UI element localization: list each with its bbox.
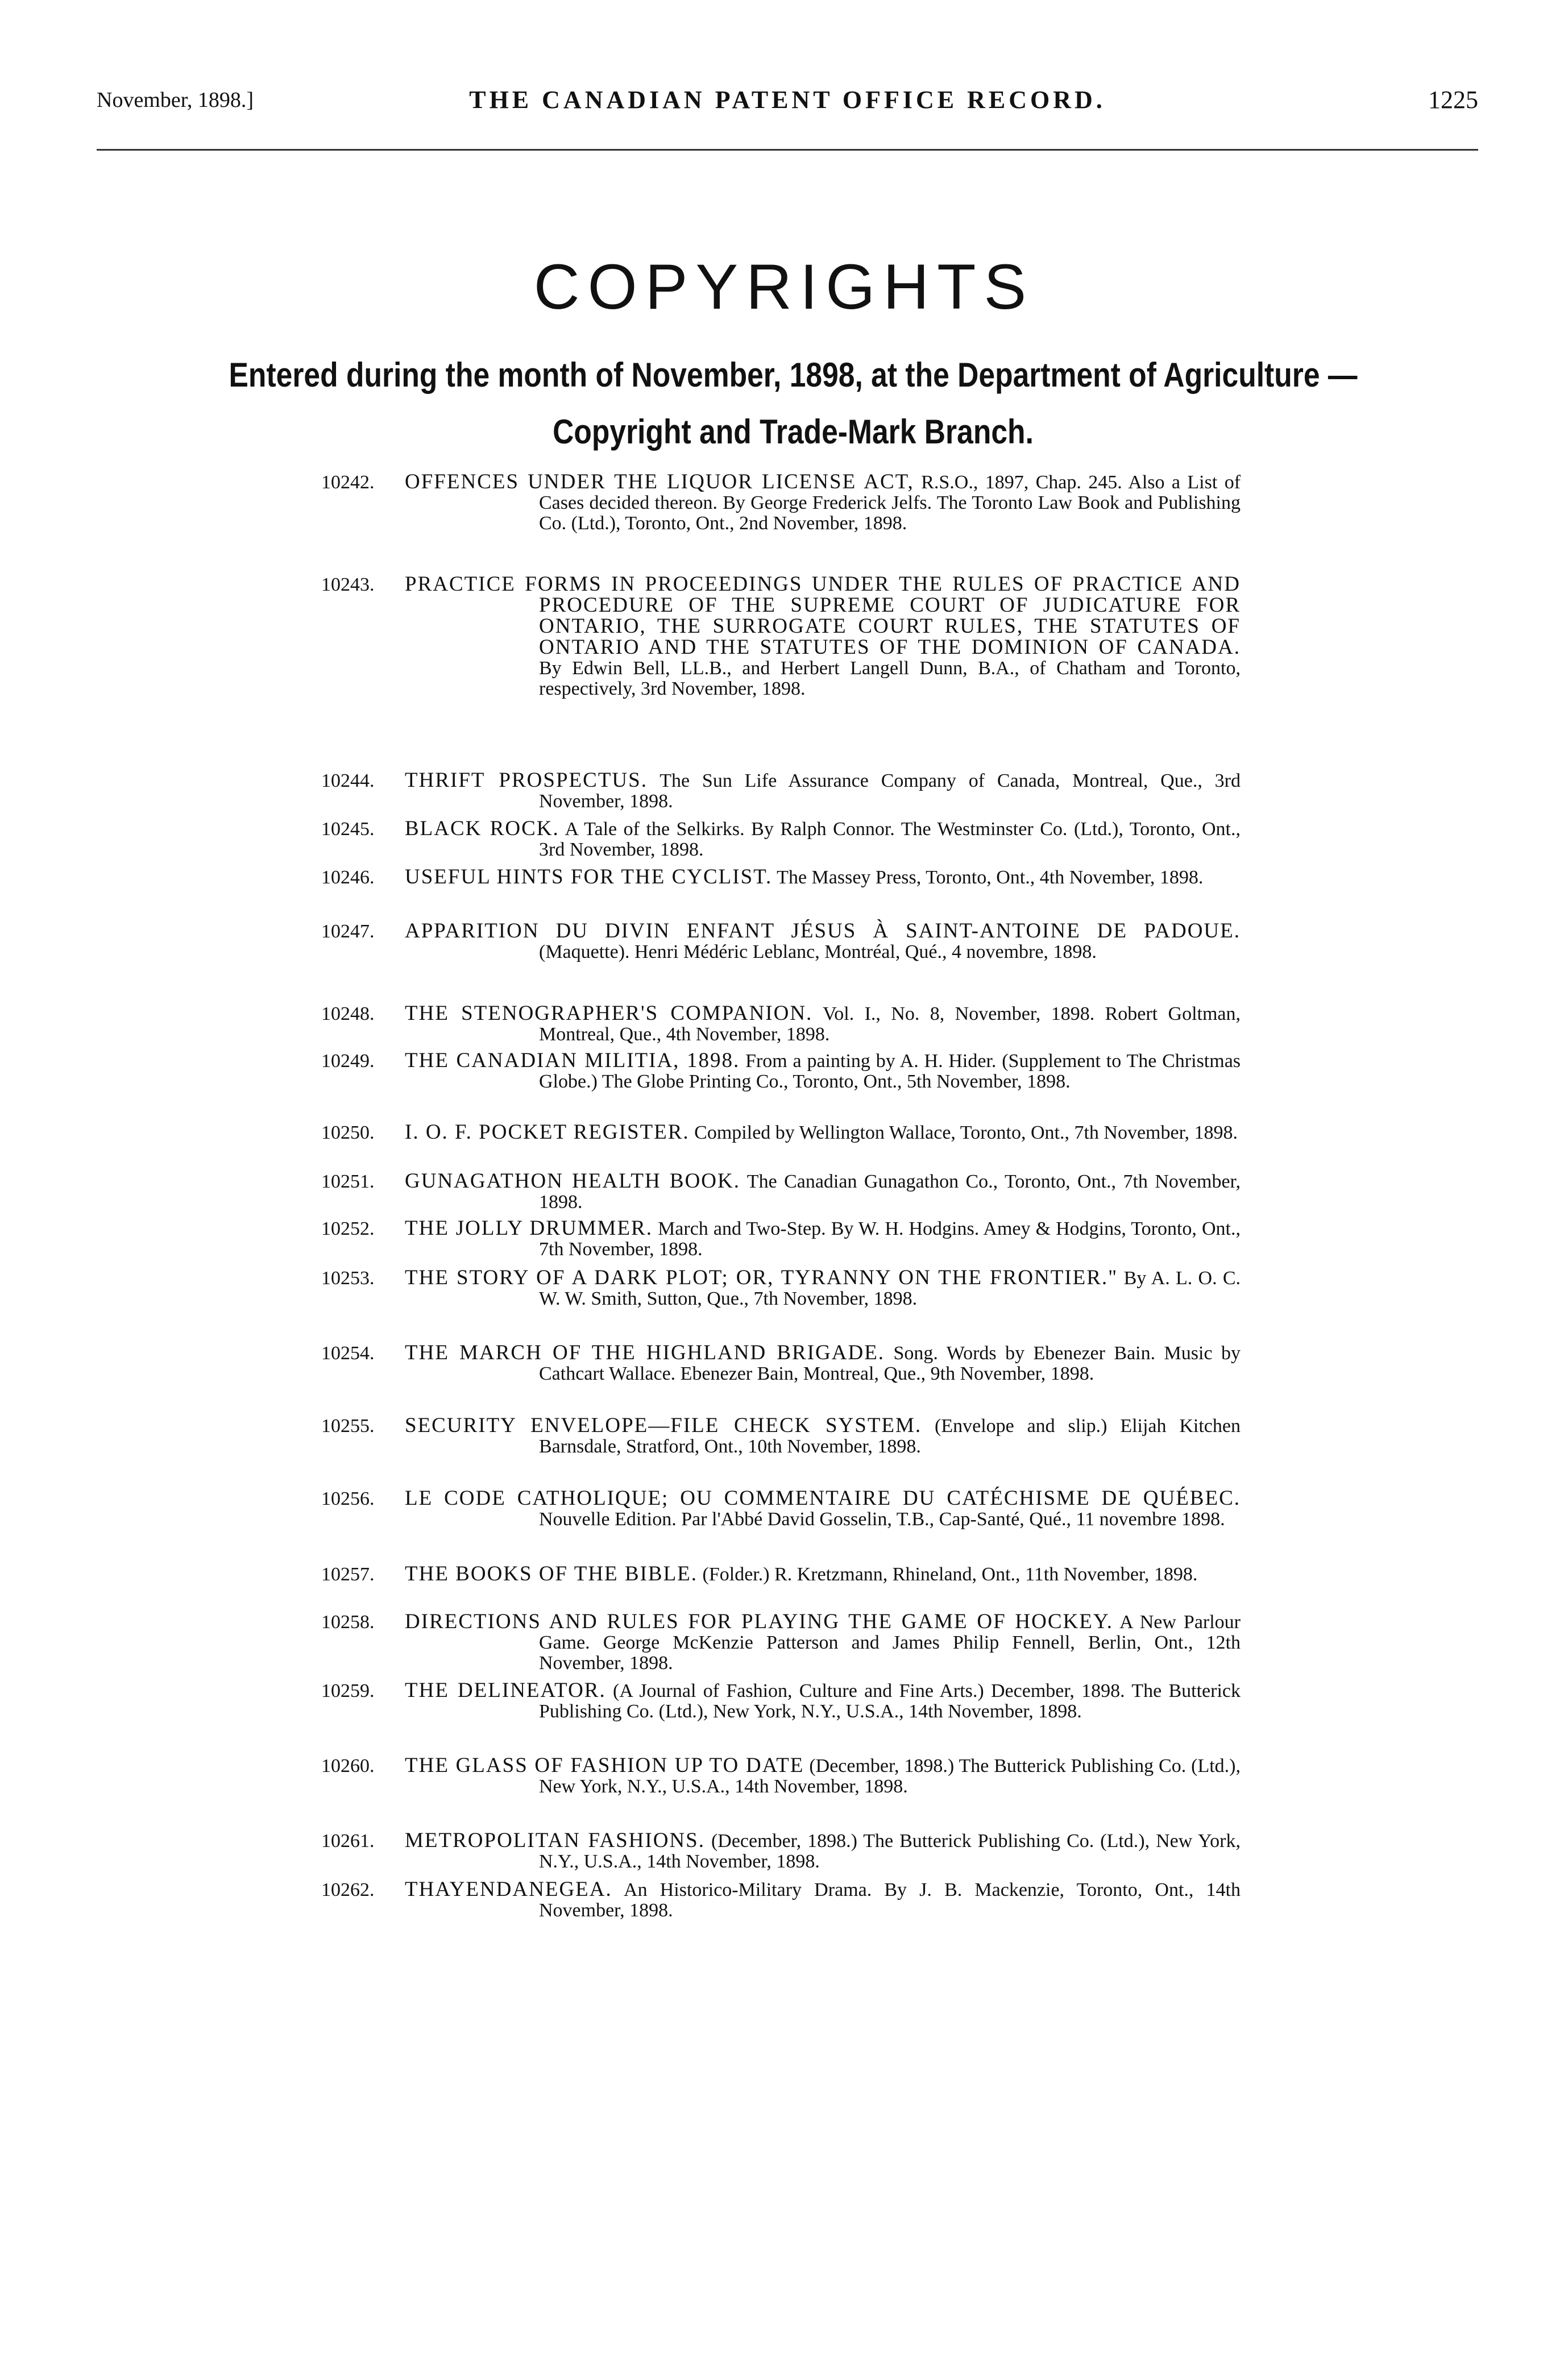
entry-text — [405, 1680, 1241, 1722]
entry-detail: From a painting by A. H. Hider. (Supplement to The Christmas Globe.) The Globe Printing Co., Toronto, Ont., 5th November, 1898. — [539, 1051, 1241, 1092]
entry-detail: (A Journal of Fashion, Culture and Fine Arts.) December, 1898. The Butterick Publishing Co. (Ltd.), New York, N.Y., U.S.A., 14th November, 1898. — [539, 1680, 1241, 1722]
entry-number: 10262. — [321, 1879, 375, 1900]
entry-text — [405, 1218, 1241, 1260]
entry-text — [405, 1564, 1241, 1585]
entry-text — [405, 1122, 1241, 1143]
entry-number: 10259. — [321, 1680, 375, 1701]
entry-number: 10257. — [321, 1564, 375, 1585]
entry-text — [405, 921, 1241, 962]
entry-detail: By A. L. O. C. W. W. Smith, Sutton, Que., 7th November, 1898. — [539, 1268, 1241, 1309]
entry-number: 10255. — [321, 1416, 375, 1437]
entry-number: 10245. — [321, 819, 375, 840]
entry-detail: R.S.O., 1897, Chap. 245. Also a List of Cases decided thereon. By George Frederick Jelfs. The Toronto Law Book and Publishing Co. (Ltd.), Toronto, Ont., 2nd November, 1898. — [539, 472, 1241, 534]
entry-title: THE STENOGRAPHER'S COMPANION. — [405, 1002, 813, 1025]
entry-title: THRIFT PROSPECTUS. — [405, 769, 648, 792]
entry-detail: The Canadian Gunagathon Co., Toronto, Ont., 7th November, 1898. — [539, 1171, 1241, 1213]
entry-number: 10248. — [321, 1003, 375, 1024]
entry-title: APPARITION DU DIVIN ENFANT JÉSUS À SAINT-ANTOINE DE PADOUE. — [405, 919, 1241, 943]
journal-title: THE CANADIAN PATENT OFFICE RECORD. — [469, 86, 1106, 114]
entry-detail: A Tale of the Selkirks. By Ralph Connor. The Westminster Co. (Ltd.), Toronto, Ont., 3rd November, 1898. — [539, 819, 1241, 860]
running-head — [97, 85, 1478, 114]
entry-detail: (Envelope and slip.) Elijah Kitchen Barnsdale, Stratford, Ont., 10th November, 1898. — [539, 1416, 1241, 1457]
entry-text — [405, 1612, 1241, 1674]
entry-detail: (December, 1898.) The Butterick Publishing Co. (Ltd.), New York, N.Y., U.S.A., 14th November, 1898. — [539, 1831, 1241, 1872]
entry-title: THE BOOKS OF THE BIBLE. — [405, 1562, 698, 1585]
entry-title: THE CANADIAN MILITIA, 1898. — [405, 1049, 740, 1072]
entry-title: THE MARCH OF THE HIGHLAND BRIGADE. — [405, 1341, 885, 1364]
entry-number: 10243. — [321, 574, 375, 595]
entry-number: 10250. — [321, 1122, 375, 1143]
entry-detail: The Sun Life Assurance Company of Canada, Montreal, Que., 3rd November, 1898. — [539, 770, 1241, 812]
entry-number: 10254. — [321, 1343, 375, 1364]
entry-detail: Nouvelle Edition. Par l'Abbé David Gosselin, T.B., Cap-Santé, Qué., 11 novembre 1898. — [539, 1509, 1225, 1530]
entry-text — [405, 867, 1241, 888]
entry-detail: (Folder.) R. Kretzmann, Rhineland, Ont., 11th November, 1898. — [702, 1564, 1198, 1585]
entry-title: METROPOLITAN FASHIONS. — [405, 1829, 705, 1852]
entry-number: 10244. — [321, 770, 375, 791]
entry-detail: Vol. I., No. 8, November, 1898. Robert Goltman, Montreal, Que., 4th November, 1898. — [539, 1003, 1241, 1045]
entry-number: 10256. — [321, 1488, 375, 1509]
entry-title: THE DELINEATOR. — [405, 1679, 606, 1702]
entry-text — [405, 1343, 1241, 1384]
entry-title: THE JOLLY DRUMMER. — [405, 1217, 653, 1240]
page-number: 1225 — [1428, 86, 1478, 114]
entry-text — [405, 1268, 1241, 1309]
entry-number: 10253. — [321, 1268, 375, 1289]
entry-title: THE STORY OF A DARK PLOT; OR, TYRANNY ON THE FRONTIER." — [405, 1266, 1118, 1289]
entry-number: 10252. — [321, 1218, 375, 1239]
section-title: COPYRIGHTS — [533, 251, 1035, 322]
entry-title: LE CODE CATHOLIQUE; OU COMMENTAIRE DU CATÉCHISME DE QUÉBEC. — [405, 1487, 1241, 1510]
entry-title: PRACTICE FORMS IN PROCEEDINGS UNDER THE RULES OF PRACTICE AND PROCEDURE OF THE SUPREME COURT OF JUDICATURE FOR ONTARIO, THE SURROGATE COURT RULES, THE STATUTES OF ONTARIO AND THE STATUTES OF THE DOMINION OF CANADA. — [405, 572, 1241, 659]
entry-title: I. O. F. POCKET REGISTER. — [405, 1120, 690, 1144]
entry-title: THE GLASS OF FASHION UP TO DATE — [405, 1754, 804, 1777]
entry-text — [405, 1171, 1241, 1213]
entry-title: USEFUL HINTS FOR THE CYCLIST. — [405, 865, 773, 889]
entry-text — [405, 1879, 1241, 1921]
entry-title: DIRECTIONS AND RULES FOR PLAYING THE GAME OF HOCKEY. — [405, 1610, 1114, 1633]
entry-text — [405, 1831, 1241, 1872]
entry-number: 10246. — [321, 867, 375, 888]
entry-detail: (Maquette). Henri Médéric Leblanc, Montréal, Qué., 4 novembre, 1898. — [539, 941, 1097, 962]
entry-number: 10258. — [321, 1612, 375, 1633]
subtitle-line-1: Entered during the month of November, 1898, at the Department of Agriculture — — [229, 356, 1358, 394]
entry-text — [405, 1416, 1241, 1457]
entry-text — [405, 1488, 1241, 1530]
entry-title: THAYENDANEGEA. — [405, 1878, 612, 1901]
entry-detail: March and Two-Step. By W. H. Hodgins. Amey & Hodgins, Toronto, Ont., 7th November, 1898. — [539, 1218, 1241, 1260]
entry-text — [405, 819, 1241, 860]
entry-detail: A New Parlour Game. George McKenzie Patterson and James Philip Fennell, Berlin, Ont., 12th November, 1898. — [539, 1612, 1241, 1674]
entry-number: 10260. — [321, 1755, 375, 1777]
entry-text — [405, 574, 1241, 699]
entry-detail: Song. Words by Ebenezer Bain. Music by Cathcart Wallace. Ebenezer Bain, Montreal, Que., 9th November, 1898. — [539, 1343, 1241, 1384]
entry-number: 10251. — [321, 1171, 375, 1192]
entry-title: OFFENCES UNDER THE LIQUOR LICENSE ACT, — [405, 470, 914, 493]
entry-text — [405, 770, 1241, 812]
entry-text — [405, 1051, 1241, 1092]
entry-text — [405, 472, 1241, 534]
entry-detail: An Historico-Military Drama. By J. B. Mackenzie, Toronto, Ont., 14th November, 1898. — [539, 1879, 1241, 1921]
entry-title: BLACK ROCK. — [405, 817, 559, 840]
entry-number: 10261. — [321, 1831, 375, 1852]
entry-number: 10242. — [321, 472, 375, 493]
entry-detail: By Edwin Bell, LL.B., and Herbert Langell Dunn, B.A., of Chatham and Toronto, respectively, 3rd November, 1898. — [539, 658, 1241, 699]
entry-number: 10247. — [321, 921, 375, 942]
section-subtitle — [194, 347, 1392, 460]
entry-detail: (December, 1898.) The Butterick Publishing Co. (Ltd.), New York, N.Y., U.S.A., 14th November, 1898. — [539, 1755, 1241, 1797]
header-rule — [97, 149, 1478, 151]
issue-date: November, 1898.] — [97, 88, 254, 112]
entry-text — [405, 1755, 1241, 1797]
entry-number: 10249. — [321, 1051, 375, 1072]
entry-title: SECURITY ENVELOPE—FILE CHECK SYSTEM. — [405, 1414, 922, 1437]
subtitle-line-2: Copyright and Trade-Mark Branch. — [553, 413, 1034, 451]
entry-title: GUNAGATHON HEALTH BOOK. — [405, 1169, 740, 1193]
entry-text — [405, 1003, 1241, 1045]
entry-detail: The Massey Press, Toronto, Ont., 4th November, 1898. — [777, 867, 1204, 888]
entry-detail: Compiled by Wellington Wallace, Toronto, Ont., 7th November, 1898. — [694, 1122, 1238, 1143]
